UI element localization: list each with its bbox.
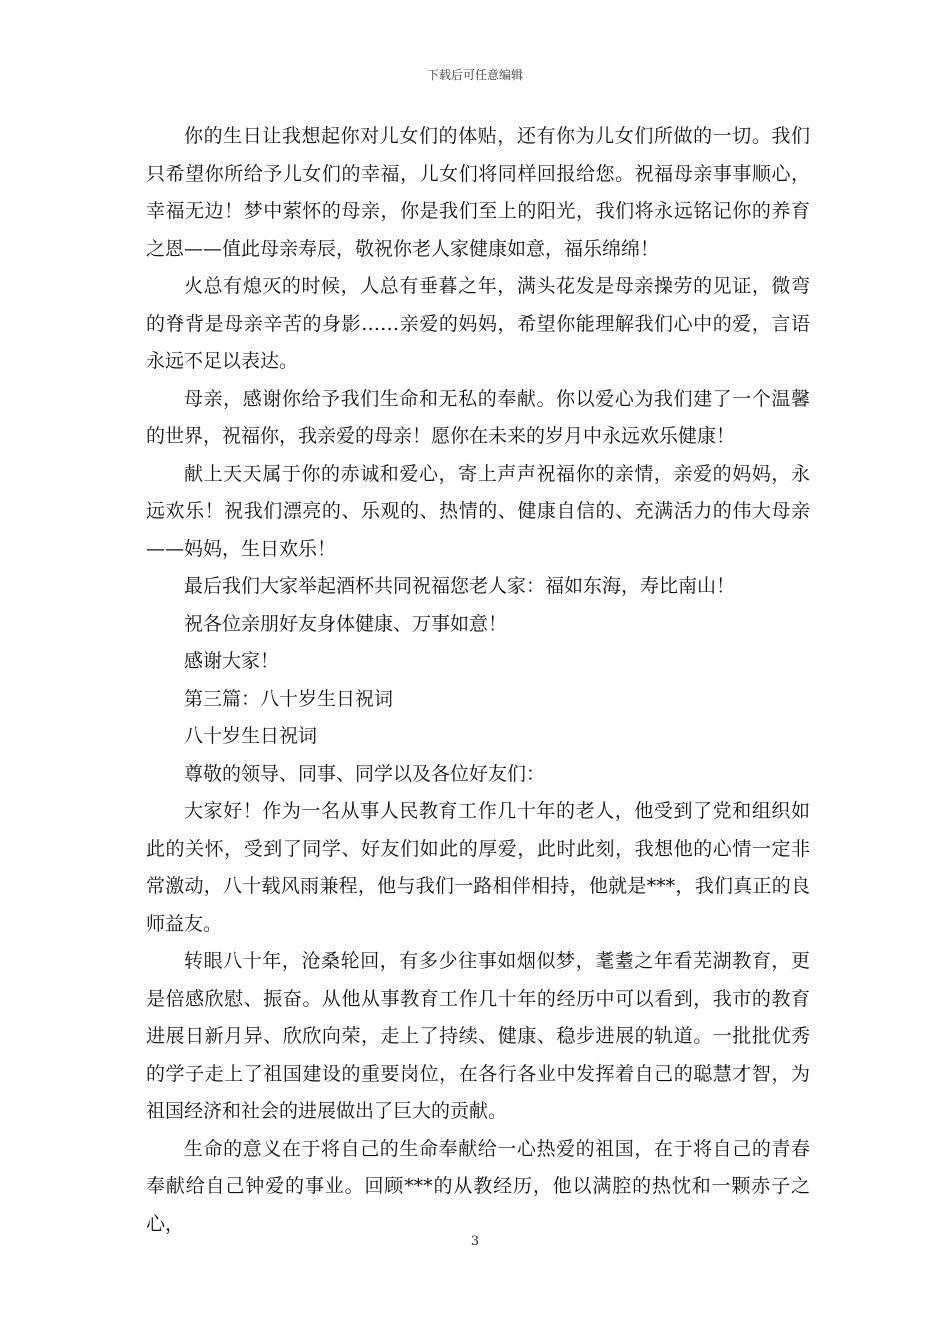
paragraph-6: 祝各位亲朋好友身体健康、万事如意！ — [184, 612, 508, 635]
paragraph-1: 你的生日让我想起你对儿女们的体贴，还有你为儿女们所做的一切。我们只希望你所给予儿女们的幸福，儿女们将同样回报给您。祝福母亲事事顺心，幸福无边！梦中萦怀的母亲，你是我们至上的阳光，我们将永远铭记你的养育之恩——值此母亲寿辰，敬祝你老人家健康如意，福乐绵绵！ — [146, 125, 810, 260]
page-header: 下载后可任意编辑 — [426, 68, 523, 82]
paragraph-5: 最后我们大家举起酒杯共同祝福您老人家：福如东海，寿比南山！ — [184, 575, 736, 597]
section-heading: 第三篇：八十岁生日祝词 — [184, 687, 394, 710]
document-body — [146, 118, 810, 1243]
paragraph-7: 感谢大家！ — [184, 650, 280, 672]
paragraph-13: 生命的意义在于将自己的生命奉献给一心热爱的祖国，在于将自己的青春奉献给自己钟爱的事业。回顾***的从教经历，他以满腔的热忱和一颗赤子之心， — [146, 1137, 810, 1235]
paragraph-12: 转眼八十年，沧桑轮回，有多少往事如烟似梦，耄耋之年看芜湖教育，更是倍感欣慰、振奋。从他从事教育工作几十年的经历中可以看到，我市的教育进展日新月异、欣欣向荣，走上了持续、健康、稳步进展的轨道。一批批优秀的学子走上了祖国建设的重要岗位，在各行各业中发挥着自己的聪慧才智，为祖国经济和社会的进展做出了巨大的贡献。 — [146, 950, 810, 1122]
salutation: 尊敬的领导、同事、同学以及各位好友们： — [184, 762, 546, 785]
paragraph-3: 母亲，感谢你给予我们生命和无私的奉献。你以爱心为我们建了一个温馨的世界，祝福你，我亲爱的母亲！愿你在未来的岁月中永远欢乐健康！ — [146, 387, 810, 447]
paragraph-11: 大家好！作为一名从事人民教育工作几十年的老人，他受到了党和组织如此的关怀，受到了同学、好友们如此的厚爱，此时此刻，我想他的心情一定非常激动，八十载风雨兼程，他与我们一路相伴相持，他就是***，我们真正的良师益友。 — [146, 800, 810, 935]
paragraph-4: 献上天天属于你的赤诚和爱心，寄上声声祝福你的亲情，亲爱的妈妈，永远欢乐！祝我们漂亮的、乐观的、热情的、健康自信的、充满活力的伟大母亲——妈妈，生日欢乐！ — [146, 462, 810, 560]
page-number: 3 — [470, 1234, 480, 1249]
section-title: 八十岁生日祝词 — [184, 725, 318, 747]
paragraph-2: 火总有熄灭的时候，人总有垂暮之年，满头花发是母亲操劳的见证，微弯的脊背是母亲辛苦的身影……亲爱的妈妈，希望你能理解我们心中的爱，言语永远不足以表达。 — [146, 275, 810, 372]
